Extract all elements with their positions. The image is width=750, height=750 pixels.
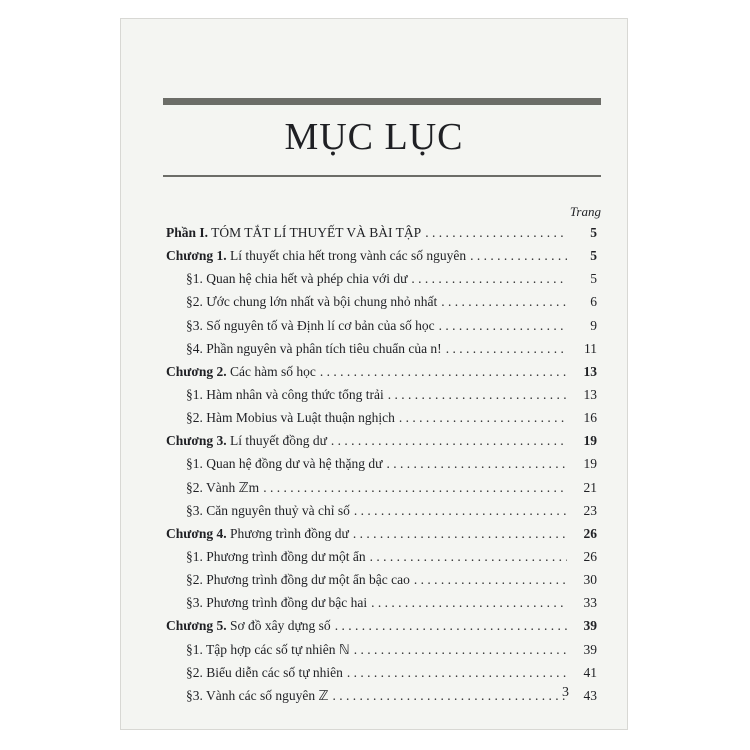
toc-entry-text: §3. Vành các số nguyên ℤ [186, 687, 329, 703]
table-of-contents [166, 225, 597, 711]
toc-entry-label [166, 225, 421, 241]
toc-entry-text: Phương trình đồng dư [229, 525, 349, 541]
toc-section-entry [166, 341, 597, 364]
dot-leader [441, 294, 567, 310]
dot-leader [347, 665, 567, 681]
toc-entry-page: 23 [583, 502, 597, 518]
dot-leader [411, 271, 567, 287]
toc-entry-text: Lí thuyết chia hết trong vành các số nguyên [229, 248, 467, 264]
dot-leader [331, 433, 567, 449]
toc-entry-text: §1. Quan hệ chia hết và phép chia với dư [186, 271, 408, 287]
dot-leader [354, 642, 567, 658]
toc-section-entry [166, 410, 597, 433]
toc-entry-page: 39 [583, 641, 597, 657]
toc-entry-page: 9 [590, 317, 597, 333]
toc-entry-text: §1. Phương trình đồng dư một ẩn [186, 548, 366, 564]
dot-leader [320, 364, 567, 380]
dot-leader [386, 456, 567, 472]
dot-leader [446, 341, 567, 357]
toc-entry-page: 13 [583, 386, 597, 402]
toc-entry-label [186, 549, 366, 565]
toc-entry-label [166, 433, 327, 449]
toc-entry-label [186, 341, 442, 357]
top-rule [163, 98, 601, 105]
toc-section-entry [166, 387, 597, 410]
toc-entry-text: §2. Vành ℤm [186, 479, 260, 495]
toc-chapter-entry [166, 618, 597, 641]
toc-entry-page: 5 [590, 271, 597, 287]
toc-entry-prefix: Chương 2. [166, 363, 227, 379]
toc-section-entry [166, 572, 597, 595]
bottom-rule [163, 175, 601, 177]
toc-entry-text: §1. Tập hợp các số tự nhiên ℕ [186, 641, 350, 657]
toc-entry-label [186, 572, 410, 588]
toc-entry-text: TÓM TẮT LÍ THUYẾT VÀ BÀI TẬP [211, 225, 422, 240]
toc-entry-label [166, 526, 349, 542]
toc-entry-page: 43 [583, 687, 597, 703]
toc-entry-page: 16 [583, 410, 597, 426]
toc-entry-label [166, 618, 331, 634]
dot-leader [414, 572, 567, 588]
toc-entry-page: 26 [583, 548, 597, 564]
toc-entry-text: Các hàm số học [229, 363, 316, 379]
page-number: 3 [562, 685, 569, 700]
toc-entry-text: §4. Phần nguyên và phân tích tiêu chuẩn của n! [186, 340, 442, 356]
toc-entry-page: 41 [583, 664, 597, 680]
dot-leader [399, 410, 567, 426]
toc-section-entry [166, 294, 597, 317]
toc-entry-label [186, 456, 382, 472]
toc-entry-page: 5 [590, 225, 597, 240]
toc-entry-prefix: Chương 4. [166, 525, 227, 541]
dot-leader [335, 618, 567, 634]
page-title: MỤC LỤC [284, 116, 464, 158]
dot-leader [354, 503, 567, 519]
toc-entry-page: 19 [583, 433, 597, 449]
dot-leader [353, 526, 567, 542]
toc-section-entry [166, 595, 597, 618]
toc-entry-page: 5 [590, 248, 597, 264]
toc-entry-text: §2. Biểu diễn các số tự nhiên [186, 664, 343, 680]
book-page [120, 18, 628, 730]
toc-entry-label [186, 410, 395, 426]
toc-entry-text: Lí thuyết đồng dư [229, 433, 327, 449]
toc-entry-label [166, 364, 316, 380]
toc-entry-page: 21 [583, 479, 597, 495]
toc-entry-text: §1. Quan hệ đồng dư và hệ thặng dư [186, 456, 383, 472]
dot-leader [388, 387, 567, 403]
toc-entry-label [186, 271, 407, 287]
toc-entry-page: 26 [583, 525, 597, 541]
dot-leader [370, 549, 567, 565]
toc-entry-label [186, 318, 435, 334]
toc-entry-label [186, 387, 384, 403]
toc-section-entry [166, 480, 597, 503]
toc-entry-prefix: Chương 5. [166, 618, 227, 634]
toc-section-entry [166, 549, 597, 572]
toc-entry-text: §3. Căn nguyên thuỷ và chỉ số [186, 502, 350, 518]
toc-section-entry [166, 456, 597, 479]
toc-entry-text: Sơ đồ xây dựng số [229, 618, 331, 634]
toc-entry-page: 19 [583, 456, 597, 472]
dot-leader [263, 480, 567, 496]
toc-section-entry [166, 503, 597, 526]
dot-leader [470, 248, 567, 264]
dot-leader [371, 595, 567, 611]
toc-section-entry [166, 642, 597, 665]
toc-chapter-entry [166, 364, 597, 387]
toc-entry-text: §3. Số nguyên tố và Định lí cơ bản của số học [186, 317, 435, 333]
toc-entry-label [186, 294, 437, 310]
toc-entry-label [186, 688, 329, 704]
toc-chapter-entry [166, 526, 597, 549]
toc-entry-text: §2. Phương trình đồng dư một ẩn bậc cao [186, 572, 410, 588]
toc-entry-label [186, 595, 367, 611]
dot-leader [333, 688, 567, 704]
toc-entry-page: 30 [583, 572, 597, 588]
toc-entry-page: 13 [583, 363, 597, 379]
page-column-label: Trang [569, 204, 601, 219]
toc-entry-page: 6 [590, 294, 597, 310]
toc-chapter-entry [166, 433, 597, 456]
toc-entry-text: §3. Phương trình đồng dư bậc hai [186, 595, 368, 611]
dot-leader [439, 318, 567, 334]
toc-entry-text: §2. Hàm Mobius và Luật thuận nghịch [186, 410, 395, 426]
toc-entry-label [186, 503, 350, 519]
toc-entry-label [186, 480, 259, 496]
toc-entry-label [166, 248, 466, 264]
toc-chapter-entry [166, 225, 597, 248]
toc-entry-prefix: Phần I. [166, 225, 209, 240]
toc-entry-text: §1. Hàm nhân và công thức tổng trải [186, 386, 384, 402]
toc-chapter-entry [166, 248, 597, 271]
toc-entry-prefix: Chương 3. [166, 433, 227, 449]
toc-section-entry [166, 688, 597, 711]
toc-section-entry [166, 665, 597, 688]
toc-entry-page: 33 [583, 595, 597, 611]
toc-entry-page: 39 [583, 618, 597, 634]
toc-entry-label [186, 642, 350, 658]
toc-entry-text: §2. Ước chung lớn nhất và bội chung nhỏ nhất [186, 294, 438, 310]
toc-section-entry [166, 318, 597, 341]
toc-entry-page: 11 [584, 340, 597, 356]
toc-entry-prefix: Chương 1. [166, 248, 227, 264]
toc-section-entry [166, 271, 597, 294]
toc-entry-label [186, 665, 343, 681]
dot-leader [425, 225, 567, 241]
